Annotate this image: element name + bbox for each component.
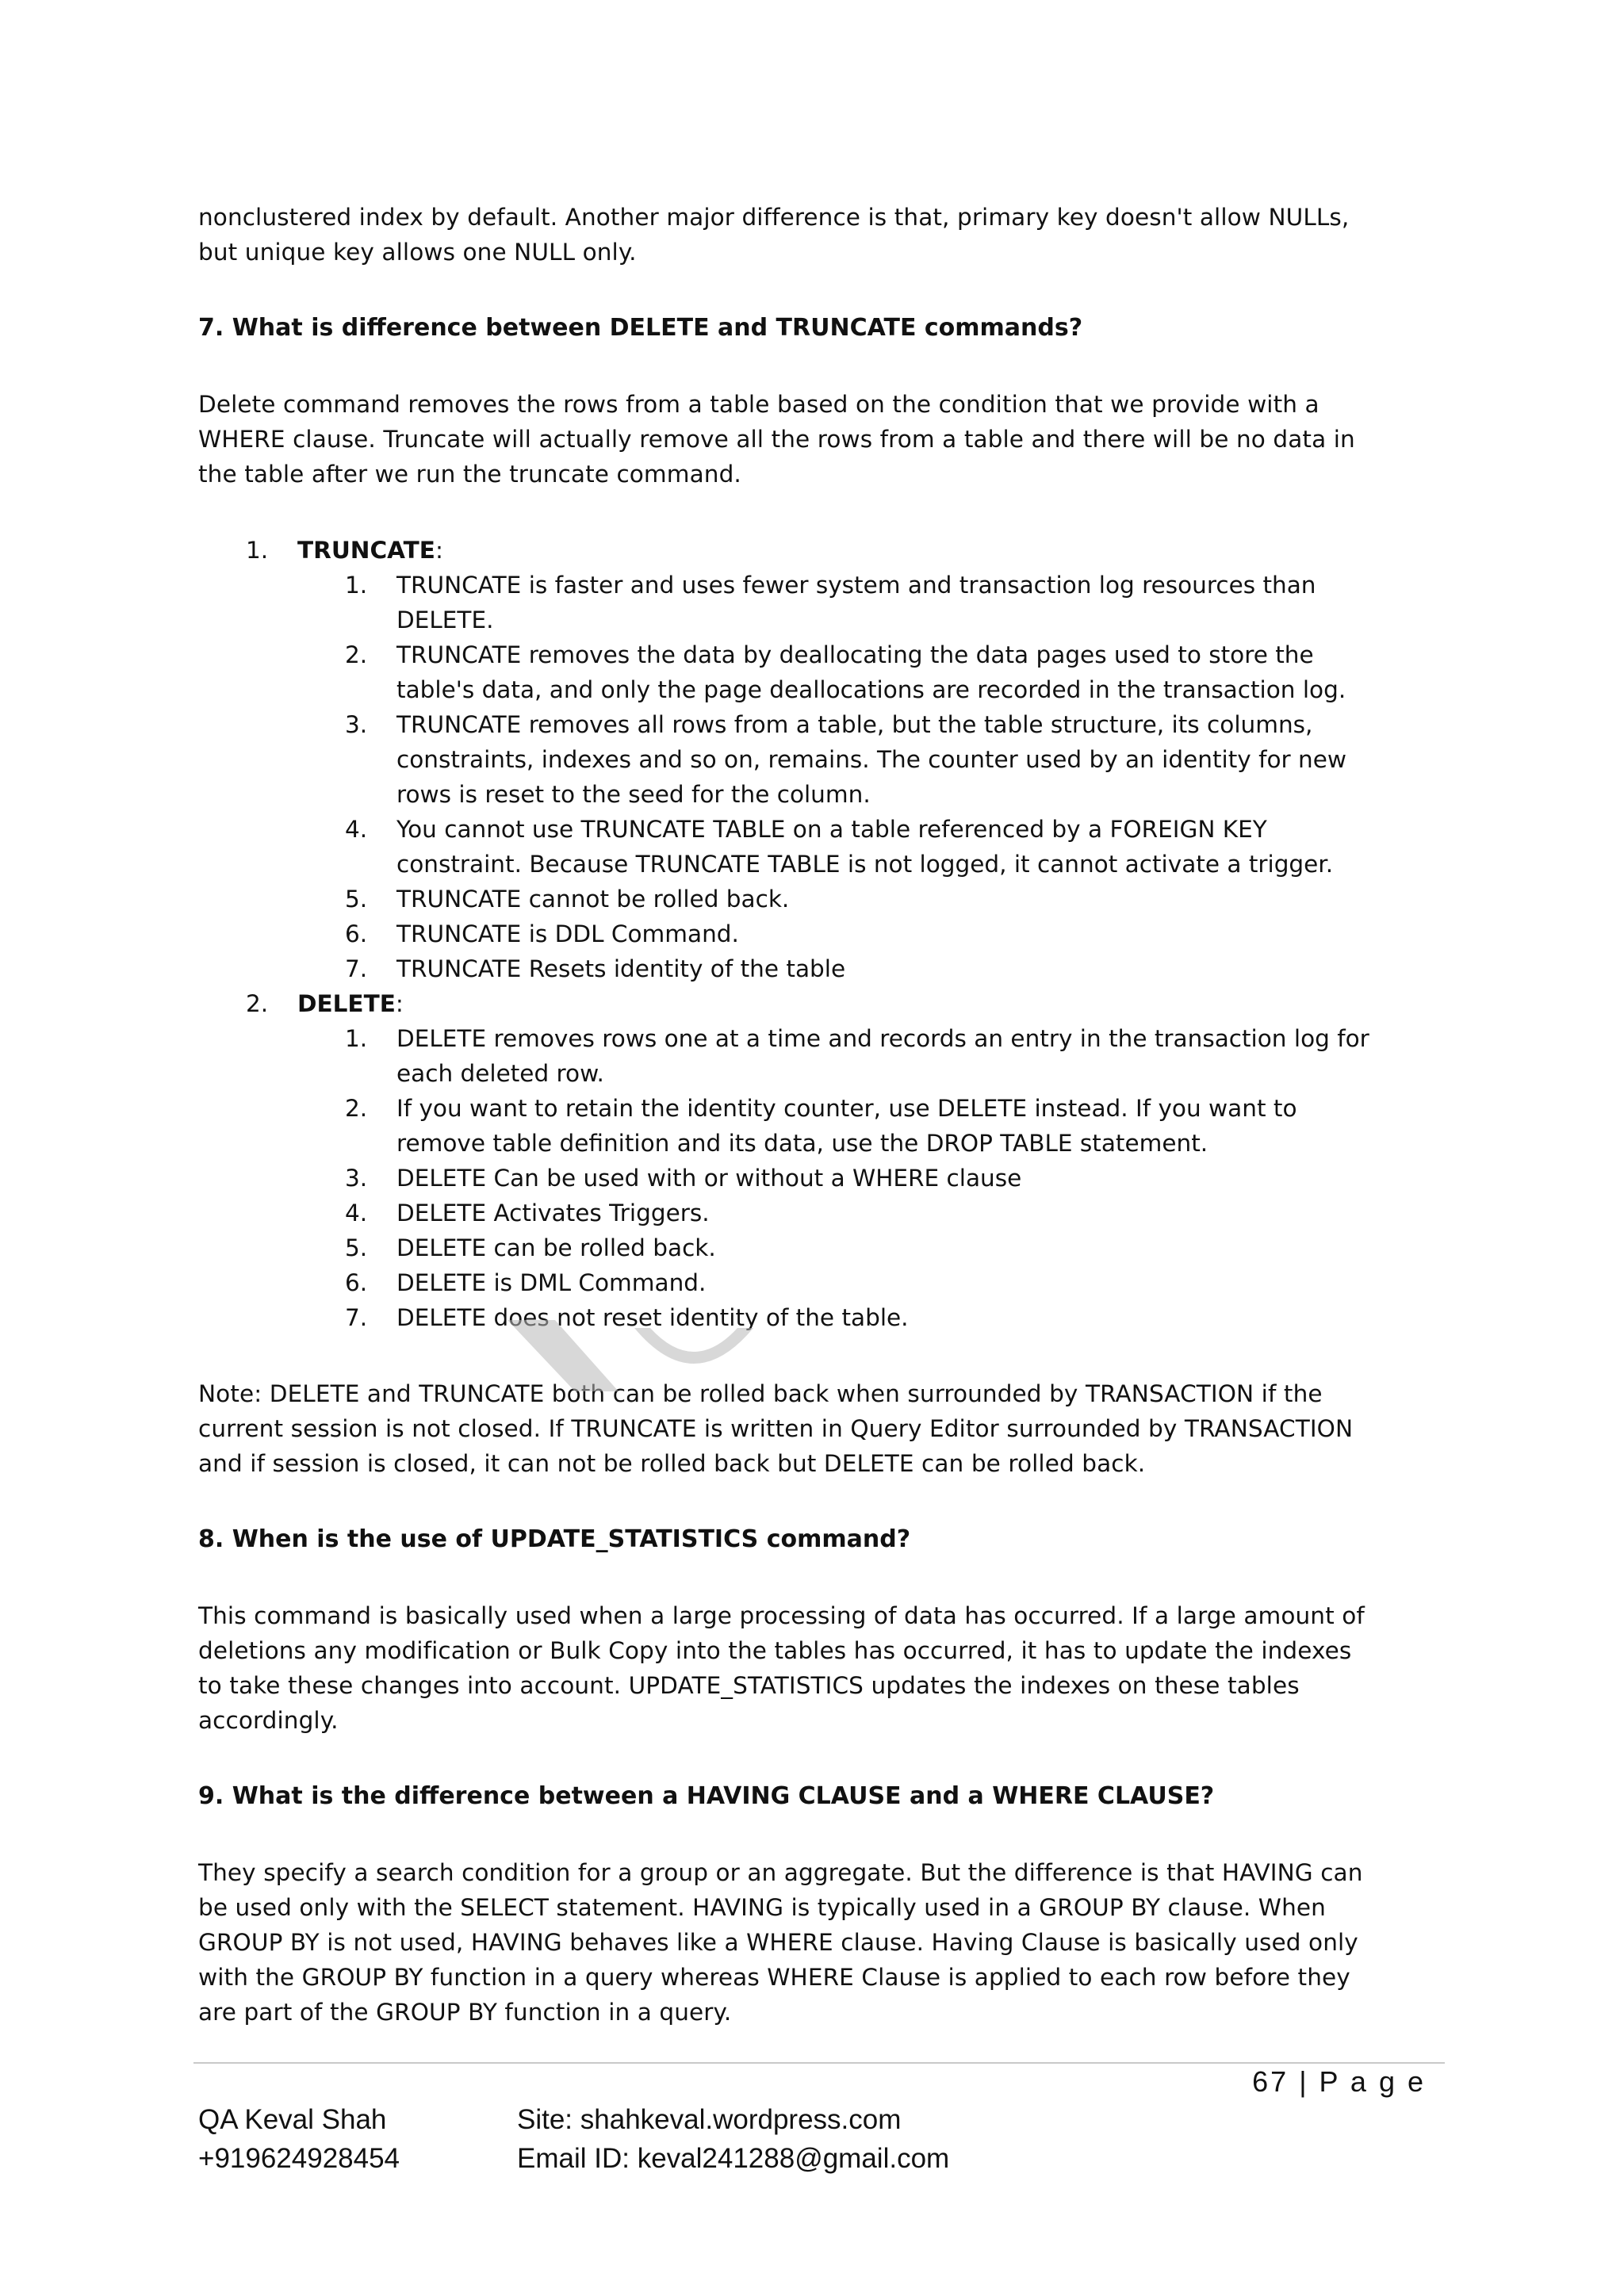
text-line: TRUNCATE is faster and uses fewer system and transaction log resources than (396, 572, 1316, 599)
list-item (198, 916, 1443, 951)
text-line: be used only with the SELECT statement. HAVING is typically used in a GROUP BY clause. When (198, 1894, 1326, 1921)
list-item (198, 568, 1443, 637)
text-line: remove table definition and its data, use the DROP TABLE statement. (396, 1130, 1208, 1157)
text-line: DELETE is DML Command. (396, 1269, 707, 1296)
list-number: 6. (345, 1269, 368, 1296)
list-item-delete: 2. DELETE: 1. DELETE removes rows one at a time and records an entry in the transaction log for each deleted row. 2. If you want to retain the identity counter, use DELETE instead. If you want to remove table definition and its data, use the DROP TABLE statement. 3. DELETE Can be used with or without a WHERE clause 4. DELETE Activates Triggers. 5. DELETE can be rolled back. 6. DELETE is DML Command. 7. DELETE does not reset identity of the table. (198, 986, 1443, 1335)
text-line: WHERE clause. Truncate will actually remove all the rows from a table and there will be no data in (198, 426, 1355, 453)
text-line: to take these changes into account. UPDATE_STATISTICS updates the indexes on these tables (198, 1672, 1300, 1699)
text-line: TRUNCATE removes the data by deallocating the data pages used to store the (396, 641, 1314, 668)
list-number: 1. (345, 1025, 368, 1052)
text-line: and if session is closed, it can not be rolled back but DELETE can be rolled back. (198, 1450, 1146, 1477)
text-line: If you want to retain the identity counter, use DELETE instead. If you want to (396, 1095, 1297, 1122)
footer-phone: +919624928454 (198, 2143, 400, 2174)
page-number: 67 | P a g e (1252, 2065, 1426, 2098)
list-item (198, 882, 1443, 916)
text-line: but unique key allows one NULL only. (198, 239, 637, 266)
text-line: accordingly. (198, 1707, 339, 1734)
footer-email: Email ID: keval241288@gmail.com (517, 2143, 950, 2174)
footer-site: Site: shahkeval.wordpress.com (517, 2104, 902, 2135)
watermark-stroke (508, 1320, 619, 1391)
list-title: TRUNCATE (297, 537, 435, 564)
list-number: 6. (345, 920, 368, 947)
text-line: are part of the GROUP BY function in a query. (198, 1999, 732, 2026)
list-number: 7. (345, 1304, 368, 1331)
text-line: DELETE Can be used with or without a WHERE clause (396, 1165, 1022, 1192)
text-line: DELETE Activates Triggers. (396, 1200, 710, 1226)
question-9-answer (198, 1855, 1443, 2030)
text-line: each deleted row. (396, 1060, 604, 1087)
text-line: DELETE does not reset identity of the table. (396, 1304, 909, 1331)
delete-sublist (198, 1021, 1443, 1335)
list-number: 4. (345, 816, 368, 843)
intro-paragraph (198, 200, 1443, 270)
list-item (198, 812, 1443, 882)
text-line: deletions any modification or Bulk Copy into the tables has occurred, it has to update the indexes (198, 1637, 1352, 1664)
question-7-answer (198, 387, 1443, 492)
watermark-arc (634, 1328, 753, 1364)
text-line: TRUNCATE Resets identity of the table (396, 955, 846, 982)
watermark-logo (500, 1312, 761, 1399)
text-line: constraint. Because TRUNCATE TABLE is not logged, it cannot activate a trigger. (396, 851, 1334, 878)
text-line: TRUNCATE removes all rows from a table, but the table structure, its columns, (396, 711, 1313, 738)
list-number: 2. (345, 1095, 368, 1122)
list-number: 7. (345, 955, 368, 982)
list-number: 3. (345, 711, 368, 738)
list-number: 1. (345, 572, 368, 599)
list-number: 3. (345, 1165, 368, 1192)
text-line: the table after we run the truncate command. (198, 461, 741, 488)
text-line: with the GROUP BY function in a query whereas WHERE Clause is applied to each row before they (198, 1964, 1350, 1991)
text-line: TRUNCATE cannot be rolled back. (396, 886, 790, 913)
list-item-truncate: 1. TRUNCATE: 1. TRUNCATE is faster and uses fewer system and transaction log resources than DELETE. 2. TRUNCATE removes the data by deallocating the data pages used to store the table's data, and only the page deallocations are recorded in the transaction log. 3. TRUNCATE removes all rows from a table, but the table structure, its columns, constraints, indexes and so on, remains. The counter used by an identity for new rows is reset to the seed for the column. 4. You cannot use TRUNCATE TABLE on a table referenced by a FOREIGN KEY constraint. Because TRUNCATE TABLE is not logged, it cannot activate a trigger. 5. TRUNCATE cannot be rolled back. 6. TRUNCATE is DDL Command. 7. TRUNCATE Resets identity of the table (198, 533, 1443, 986)
text-line: current session is not closed. If TRUNCATE is written in Query Editor surrounded by TRANSACTION (198, 1415, 1354, 1442)
list-number: 5. (345, 886, 368, 913)
text-line: table's data, and only the page deallocations are recorded in the transaction log. (396, 676, 1346, 703)
list-item (198, 1265, 1443, 1300)
list-item (198, 951, 1443, 986)
list-number: 4. (345, 1200, 368, 1226)
list-item (198, 1196, 1443, 1230)
page-content (198, 200, 1443, 2030)
truncate-sublist (198, 568, 1443, 986)
list-item (198, 1021, 1443, 1091)
list-item (198, 1300, 1443, 1335)
list-item (198, 1091, 1443, 1161)
text-line: DELETE. (396, 607, 494, 633)
question-9-heading: 9. What is the difference between a HAVING CLAUSE and a WHERE CLAUSE? (198, 1782, 1215, 1810)
list-item (198, 707, 1443, 812)
list-number: 1. (246, 537, 269, 564)
comparison-list (198, 533, 1443, 1335)
footer-divider (193, 2062, 1445, 2064)
question-7-heading: 7. What is difference between DELETE and TRUNCATE commands? (198, 314, 1083, 342)
question-8-heading: 8. When is the use of UPDATE_STATISTICS command? (198, 1525, 911, 1553)
text-line: rows is reset to the seed for the column. (396, 781, 871, 808)
text-line: DELETE can be rolled back. (396, 1234, 716, 1261)
text-line: Note: DELETE and TRUNCATE both can be rolled back when surrounded by TRANSACTION if the (198, 1380, 1323, 1407)
text-line: constraints, indexes and so on, remains. The counter used by an identity for new (396, 746, 1347, 773)
list-item (198, 637, 1443, 707)
text-line: DELETE removes rows one at a time and records an entry in the transaction log for (396, 1025, 1369, 1052)
text-line: GROUP BY is not used, HAVING behaves like a WHERE clause. Having Clause is basically used only (198, 1929, 1358, 1956)
text-line: They specify a search condition for a group or an aggregate. But the difference is that HAVING can (198, 1859, 1363, 1886)
list-item (198, 1161, 1443, 1196)
list-number: 2. (345, 641, 368, 668)
list-title: DELETE (297, 990, 396, 1017)
list-item (198, 1230, 1443, 1265)
note-paragraph (198, 1376, 1443, 1481)
question-8-answer (198, 1598, 1443, 1738)
text-line: TRUNCATE is DDL Command. (396, 920, 739, 947)
list-number: 2. (246, 990, 269, 1017)
text-line: nonclustered index by default. Another major difference is that, primary key doesn't allow NULLs, (198, 204, 1350, 231)
text-line: This command is basically used when a large processing of data has occurred. If a large amount of (198, 1602, 1365, 1629)
list-number: 5. (345, 1234, 368, 1261)
footer-author: QA Keval Shah (198, 2104, 387, 2135)
text-line: You cannot use TRUNCATE TABLE on a table referenced by a FOREIGN KEY (396, 816, 1267, 843)
text-line: Delete command removes the rows from a table based on the condition that we provide with a (198, 391, 1320, 418)
